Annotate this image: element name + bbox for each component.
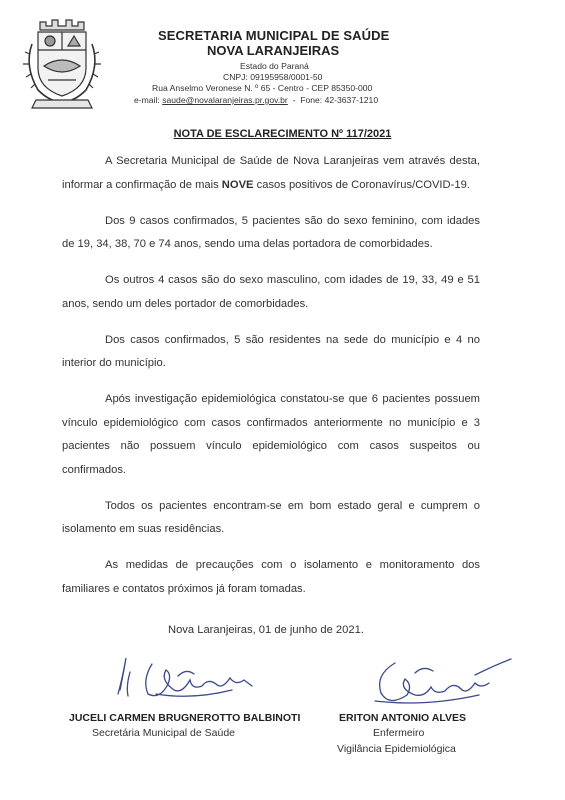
paragraph-1-text: A Secretaria Municipal de Saúde de Nova Laranjeiras vem através desta, informar a confirmação de mais xyxy=(62,155,480,191)
paragraph-3: Os outros 4 casos são do sexo masculino, com idades de 19, 33, 49 e 51 anos, sendo um deles portador de comorbidades. xyxy=(62,274,480,310)
header-subtitle: NOVA LARANJEIRAS xyxy=(207,43,340,58)
signatory-right-name: ERITON ANTONIO ALVES xyxy=(339,712,466,724)
phone-number: Fone: 42-3637-1210 xyxy=(300,95,379,105)
header-cnpj: CNPJ: 09195958/0001-50 xyxy=(223,72,323,82)
paragraph-2: Dos 9 casos confirmados, 5 pacientes são do sexo feminino, com idades de 19, 34, 38, 70 e 74 anos, sendo uma delas portadora de comorbidades. xyxy=(62,214,480,250)
signatory-left-role: Secretária Municipal de Saúde xyxy=(92,727,236,739)
paragraph-6: Todos os pacientes encontram-se em bom estado geral e cumprem o isolamento em suas residências. xyxy=(62,499,480,535)
paragraph-4: Dos casos confirmados, 5 são residentes na sede do município e 4 no interior do município. xyxy=(62,333,480,369)
municipal-crest-logo xyxy=(18,14,106,114)
header-address: Rua Anselmo Veronese N. º 65 - Centro - CEP 85350-000 xyxy=(152,83,373,93)
email-link[interactable]: saude@novalaranjeiras.pr.gov.br xyxy=(162,95,288,105)
header-title: SECRETARIA MUNICIPAL DE SAÚDE xyxy=(158,28,390,43)
note-body xyxy=(62,150,480,614)
paragraph-5: Após investigação epidemiológica constatou-se que 6 pacientes possuem vínculo epidemiológico com casos confirmados anteriormente no município e 3 pacientes não possuem vínculo epidemiológico com casos suspeitos ou confirmados. xyxy=(62,393,480,476)
date-line: Nova Laranjeiras, 01 de junho de 2021. xyxy=(168,624,364,636)
signature-right xyxy=(355,655,515,715)
signatory-right-department: Vigilância Epidemiológica xyxy=(337,743,456,755)
paragraph-1 xyxy=(62,150,480,197)
signatory-left-name: JUCELI CARMEN BRUGNEROTTO BALBINOTI xyxy=(69,712,301,724)
contact-separator: - xyxy=(287,95,301,105)
note-title: NOTA DE ESCLARECIMENTO Nº 117/2021 xyxy=(173,128,392,140)
header-state: Estado do Paraná xyxy=(240,61,309,71)
signature-left xyxy=(112,650,272,710)
paragraph-7: As medidas de precauções com o isolamento e monitoramento dos familiares e contatos próximos já foram tomadas. xyxy=(62,559,480,595)
email-label: e-mail: xyxy=(134,95,163,105)
header-contact xyxy=(134,95,378,105)
paragraph-1-emphasis: NOVE xyxy=(221,178,254,191)
paragraph-1-text-end: casos positivos de Coronavírus/COVID-19. xyxy=(253,178,470,191)
signatory-right-role: Enfermeiro xyxy=(373,727,425,739)
